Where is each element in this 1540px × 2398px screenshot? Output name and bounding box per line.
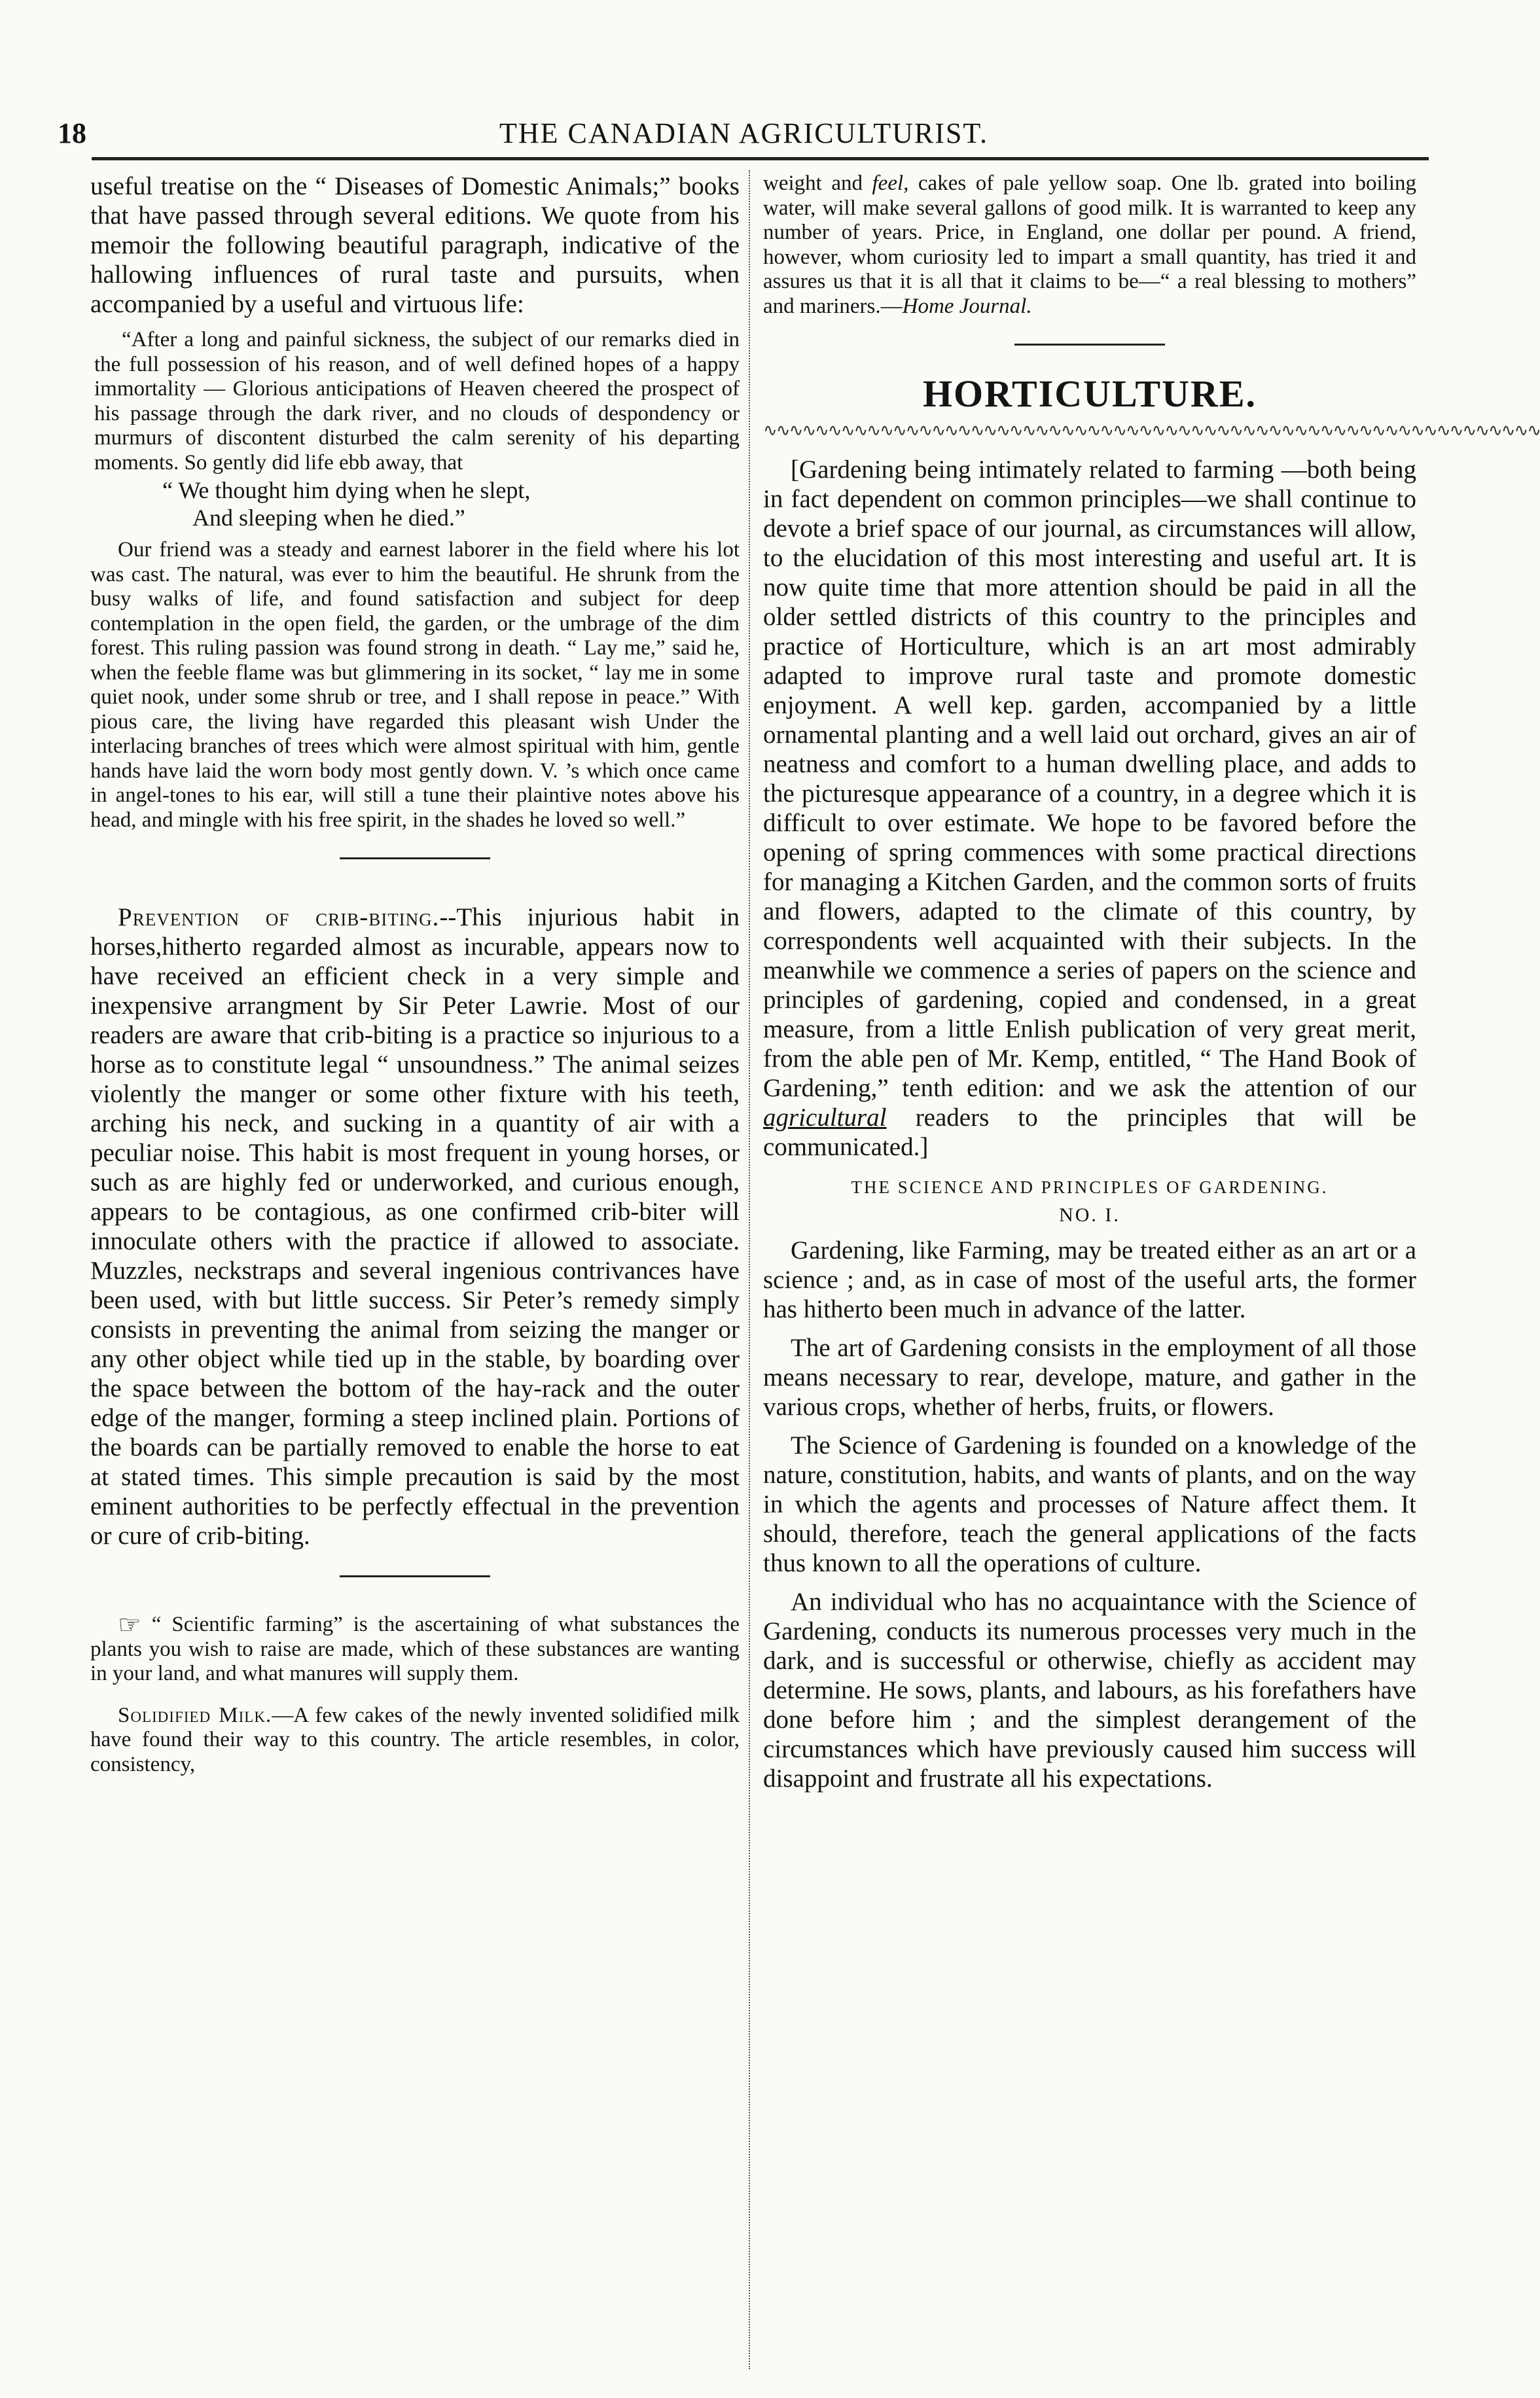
milk-cont-text: weight and bbox=[763, 171, 863, 195]
crib-biting-article bbox=[90, 903, 740, 1550]
section-rule bbox=[340, 857, 490, 859]
memoir-quote: “After a long and painful sickness, the subject of our remarks died in the full possession of his reason, and of well defined hopes of a happy immortality — Glorious anticipations of Heaven cheered the prospect of his passage through the dark river, and no clouds of despondency or murmurs of discontent disturbed the calm serenity of his departing moments. So gently did life ebb away, that bbox=[94, 328, 740, 474]
milk-source: Home Journal. bbox=[902, 294, 1032, 318]
solidified-milk-continued bbox=[763, 171, 1416, 319]
pointing-hand-icon: ☞ bbox=[118, 1610, 141, 1639]
series-title: THE SCIENCE AND PRINCIPLES OF GARDENING. bbox=[851, 1177, 1329, 1197]
milk-cont-text-2: cakes of pale yellow soap. One lb. grated into boiling water, will make several gallons of good milk. It is warranted to keep any number of years. Price, in England, one dollar per pound. A friend, however, whom curiosity led to impart a small quantity, has tried it and assures us that it is all that it claims to be—“ a real blessing to mothers” and mariners.— bbox=[763, 171, 1417, 318]
verse-line-1: “ We thought him dying when he slept, bbox=[162, 477, 531, 503]
crib-biting-body: --This injurious habit in horses,hitherto regarded almost as incurable, appears now to have received an efficient check in a very simple and inexpensive arrangment by Sir Peter Lawrie. Most of our readers are aware that crib-biting is a practice so injurious to a horse as to constitute legal “ unsoundness.” The animal seizes violently the manger or some other fixture with his teeth, arching his neck, and sucking in a quantity of air with a peculiar noise. This habit is most frequent in young horses, or such as are highly fed or underworked, and curious enough, appears to be contagious, as one confirmed crib-biter will innoculate others with the practice if allowed to associate. Muzzles, neckstraps and several ingenious contrivances have been used, with but little success. Sir Peter’s remedy simply consists in preventing the animal from seizing the manger or any other object while tied up in the stable, by boarding over the space between the bottom of the hay-rack and the outer edge of the manger, forming a steep inclined plain. Portions of the boards can be partially removed to enable the horse to eat at stated times. This simple precaution is said by the most eminent authorities to be perfectly effectual in the prevention or cure of crib-biting. bbox=[90, 903, 740, 1550]
crib-biting-title: Prevention of crib-biting. bbox=[118, 903, 440, 931]
column-divider bbox=[749, 170, 750, 2369]
editorial-text-a: [Gardening being intimately related to farming —both being in fact dependent on common principles—we shall continue to devote a brief space of our journal, as circumstances will allow, to the elucidation of this most interesting and useful art. It is now quite time that more attention should be paid in all the older settled districts of this country to the principles and practice of Horticulture, which is an art most admirably adapted to improve rural taste and promote domestic enjoyment. A well kep. garden, accompanied by a little ornamental planting and a well laid out orchard, gives an air of neatness and comfort to a human dwelling place, and adds to the picturesque appearance of a country, in a degree which it is difficult to over estimate. We hope to be favored before the opening of spring commences with some practical directions for managing a Kitchen Garden, and the common sorts of fruits and flowers, adapted to the climate of this country, by correspondents well acquainted with their subjects. In the meanwhile we commence a series of papers on the science and principles of gardening, copied and condensed, in a great measure, from a little Enlish publication of very great merit, from the able pen of Mr. Kemp, entitled, “ The Hand Book of Gardening,” tenth edition: and we ask the attention of our bbox=[763, 456, 1416, 1102]
editorial-text-b: readers to the principles that will be communicated.] bbox=[763, 1103, 1416, 1161]
page-number: 18 bbox=[58, 117, 86, 149]
horticulture-editorial bbox=[763, 455, 1416, 1162]
scientific-farming-body: “ Scientific farming” is the ascertaining of what substances the plants you wish to raise are made, which of these substances are wanting in your land, and what manures will supply them. bbox=[90, 1613, 740, 1685]
milk-feel-text: feel, bbox=[872, 171, 909, 195]
right-column bbox=[763, 171, 1540, 1793]
solidified-milk-title: Solidified Milk. bbox=[118, 1703, 272, 1727]
left-column bbox=[90, 171, 740, 1777]
verse-quote bbox=[90, 476, 740, 531]
section-rule bbox=[1014, 344, 1165, 346]
gardening-paragraph-4: An individual who has no acquaintance with the Science of Gardening, conducts its numerous processes very much in the dark, and is successful or otherwise, chiefly as accident may determine. He sows, plants, and labours, as his forefathers have done before him ; and the simplest derangement of the circumstances which have previously caused him success will disappoint and frustrate all his expectations. bbox=[763, 1588, 1416, 1793]
memoir-intro: useful treatise on the “ Diseases of Domestic Animals;” books that have passed through several editions. We quote from his memoir the following beautiful paragraph, indicative of the hallowing influences of rural taste and pursuits, when accompanied by a useful and virtuous life: bbox=[90, 172, 740, 318]
series-number: NO. I. bbox=[1059, 1204, 1120, 1226]
running-title: THE CANADIAN AGRICULTURIST. bbox=[499, 117, 988, 149]
solidified-milk-article bbox=[90, 1704, 740, 1778]
solidified-milk-body: —A few cakes of the newly invented solidified milk have found their way to this country. The article resembles, in color, consistency, bbox=[90, 1703, 740, 1776]
horticulture-heading: HORTICULTURE. bbox=[922, 372, 1257, 415]
ornamental-wavy-rule: ∿∿∿∿∿∿∿∿∿∿∿∿∿∿∿∿∿∿∿∿∿∿∿∿∿∿∿∿∿∿∿∿∿∿∿∿∿∿∿∿∿∿∿∿∿∿∿∿∿∿∿∿∿∿∿∿∿∿∿∿ bbox=[763, 421, 1540, 440]
gardening-paragraph-1: Gardening, like Farming, may be treated either as an art or a science ; and, as in case of most of the useful arts, the former has hitherto been much in advance of the latter. bbox=[763, 1236, 1416, 1323]
gardening-paragraph-2: The art of Gardening consists in the employment of all those means necessary to rear, develope, mature, and gather in the various crops, whether of herbs, fruits, or flowers. bbox=[763, 1334, 1416, 1421]
verse-line-2: And sleeping when he died.” bbox=[192, 505, 465, 531]
editorial-italic-word: agricultural bbox=[763, 1103, 887, 1132]
header-rule bbox=[92, 157, 1429, 160]
gardening-paragraph-3: The Science of Gardening is founded on a knowledge of the nature, constitution, habits, and wants of plants, and on the way in which the agents and processes of Nature affect them. It should, therefore, teach the general applications of the facts thus known to all the operations of culture. bbox=[763, 1431, 1416, 1577]
memoir-quote-continued: Our friend was a steady and earnest laborer in the field where his lot was cast. The natural, was ever to him the beautiful. He shrunk from the busy walks of life, and found satisfaction and subject for deep contemplation in the open field, the garden, or the umbrage of the dim forest. This ruling passion was found strong in death. “ Lay me,” said he, when the feeble flame was but glimmering in its socket, “ lay me in some quiet nook, under some shrub or tree, and I shall repose in peace.” With pious care, the living have regarded this pleasant wish Under the interlacing branches of trees which were almost spiritual with him, gentle hands have laid the worn body most gently down. V. ’s which once came in angel-tones to his ear, will still a tune their plaintive notes above his head, and mingle with his free spirit, in the shades he loved so well.” bbox=[90, 538, 740, 832]
section-rule bbox=[340, 1575, 490, 1577]
scientific-farming-note bbox=[90, 1610, 740, 1687]
